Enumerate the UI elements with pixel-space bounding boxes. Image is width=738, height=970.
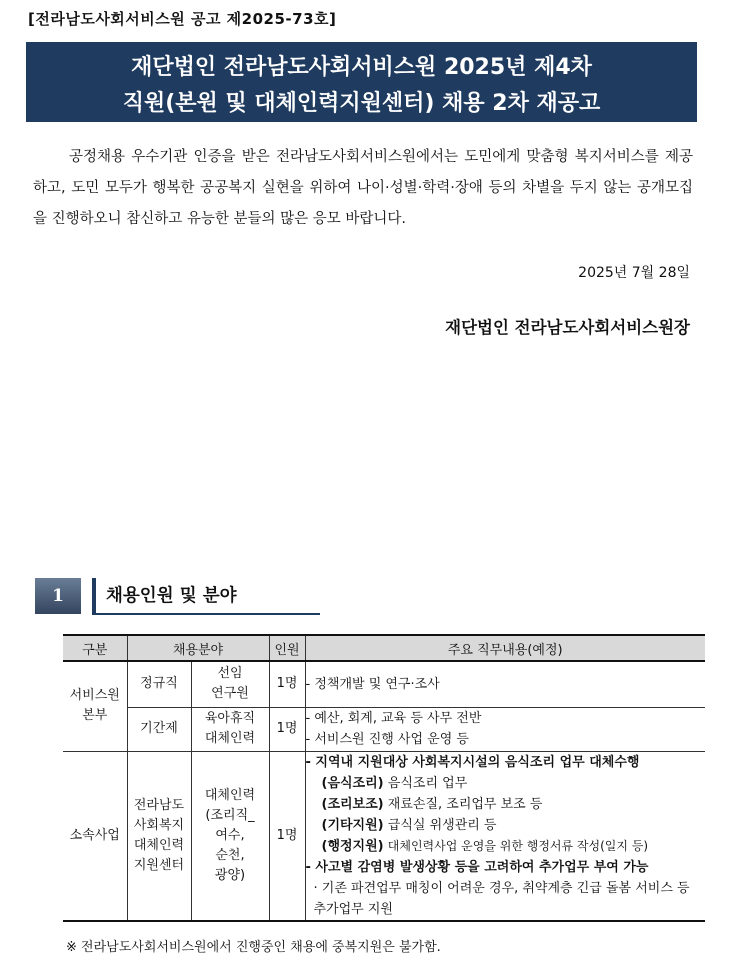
duty-sub-label: (조리보조) xyxy=(321,796,384,812)
row-category xyxy=(63,661,127,751)
signature: 재단법인 전라남도사회서비스원장 xyxy=(445,318,690,337)
row-duties xyxy=(305,707,705,751)
position-text: 육아휴직 대체인력 xyxy=(204,711,256,746)
table-row xyxy=(63,707,705,751)
intro-paragraph: 공정채용 우수기관 인증을 받은 전라남도사회서비스원에서는 도민에게 맞춤형 복지서비스를 제공하고, 도민 모두가 행복한 공공복지 실현을 위하여 나이·성별·학력·장애 등의 차별을 두지 않는 공개모집을 진행하오니 참신하고 유능한 분들의 많은 응모 바랍니다. xyxy=(33,149,693,227)
row-position xyxy=(191,707,269,751)
duty-sub xyxy=(306,815,706,836)
position-text: 대체인력 (조리직_ 여수, 순천, 광양) xyxy=(204,787,256,883)
row-count: 1명 xyxy=(269,661,305,707)
duty-item: - 예산, 회계, 교육 등 사무 전반 xyxy=(305,711,482,726)
duty-main: - 사고별 감염병 발생상황 등을 고려하여 추가업무 부여 가능 xyxy=(305,859,649,875)
duty-sub-text: 급식실 위생관리 등 xyxy=(387,817,497,833)
category-text: 소속사업 xyxy=(69,827,120,843)
section-title: 채용인원 및 분야 xyxy=(106,586,237,606)
row-type xyxy=(127,707,191,751)
row-type xyxy=(127,661,191,707)
duty-note: · 기존 파견업무 매칭이 어려운 경우, 취약계층 긴급 돌봄 서비스 등 추가업무 지원 xyxy=(313,880,690,917)
category-text: 서비스원 본부 xyxy=(69,688,120,724)
row-type xyxy=(127,751,191,921)
header-duty: 주요 직무내용(예정) xyxy=(305,635,705,661)
position-text: 선임 연구원 xyxy=(211,666,249,702)
type-text: 정규직 xyxy=(140,676,178,692)
header-field: 채용분야 xyxy=(127,635,269,661)
title-banner xyxy=(26,42,697,122)
section-divider xyxy=(92,578,96,614)
duty-sub xyxy=(306,794,706,815)
footnote: ※ 전라남도사회서비스원에서 진행중인 채용에 중복지원은 불가함. xyxy=(66,940,441,955)
row-category xyxy=(63,751,127,921)
duty-sub-label: (음식조리) xyxy=(321,775,384,791)
notice-number: [전라남도사회서비스원 공고 제2025-73호] xyxy=(28,10,337,28)
notice-date: 2025년 7월 28일 xyxy=(578,265,690,281)
type-text: 전라남도 사회복지 대체인력 지원센터 xyxy=(133,797,185,873)
duty-sub-label: (행정지원) xyxy=(321,838,384,854)
title-line-2: 직원(본원 및 대체인력지원센터) 채용 2차 재공고 xyxy=(122,91,601,116)
duty-item: - 서비스원 진행 사업 운영 등 xyxy=(305,732,469,747)
duty-sub-label: (기타지원) xyxy=(321,817,384,833)
header-category: 구분 xyxy=(63,635,127,661)
header-count: 인원 xyxy=(269,635,305,661)
row-duties xyxy=(305,751,705,921)
section-underline xyxy=(92,613,320,615)
title-line-1: 재단법인 전라남도사회서비스원 2025년 제4차 xyxy=(131,55,592,80)
table-row xyxy=(63,751,705,921)
duty-sub-text: 재료손질, 조리업무 보조 등 xyxy=(387,796,543,812)
row-count: 1명 xyxy=(269,707,305,751)
table-header-row xyxy=(63,635,705,661)
duty-item: - 정책개발 및 연구·조사 xyxy=(305,676,440,692)
duty-sub xyxy=(306,773,706,794)
duty-sub-text: 음식조리 업무 xyxy=(387,775,468,791)
type-text: 기간제 xyxy=(140,721,178,736)
duty-sub-text: 대체인력사업 운영을 위한 행정서류 작성(일지 등) xyxy=(387,838,649,853)
duty-main: - 지역내 지원대상 사회복지시설의 음식조리 업무 대체수행 xyxy=(305,754,640,770)
row-duties xyxy=(305,661,705,707)
row-position xyxy=(191,751,269,921)
table-row xyxy=(63,661,705,707)
recruit-table xyxy=(63,634,705,922)
row-position xyxy=(191,661,269,707)
section-number: 1 xyxy=(35,578,81,614)
duty-sub xyxy=(306,836,706,857)
row-count: 1명 xyxy=(269,751,305,921)
